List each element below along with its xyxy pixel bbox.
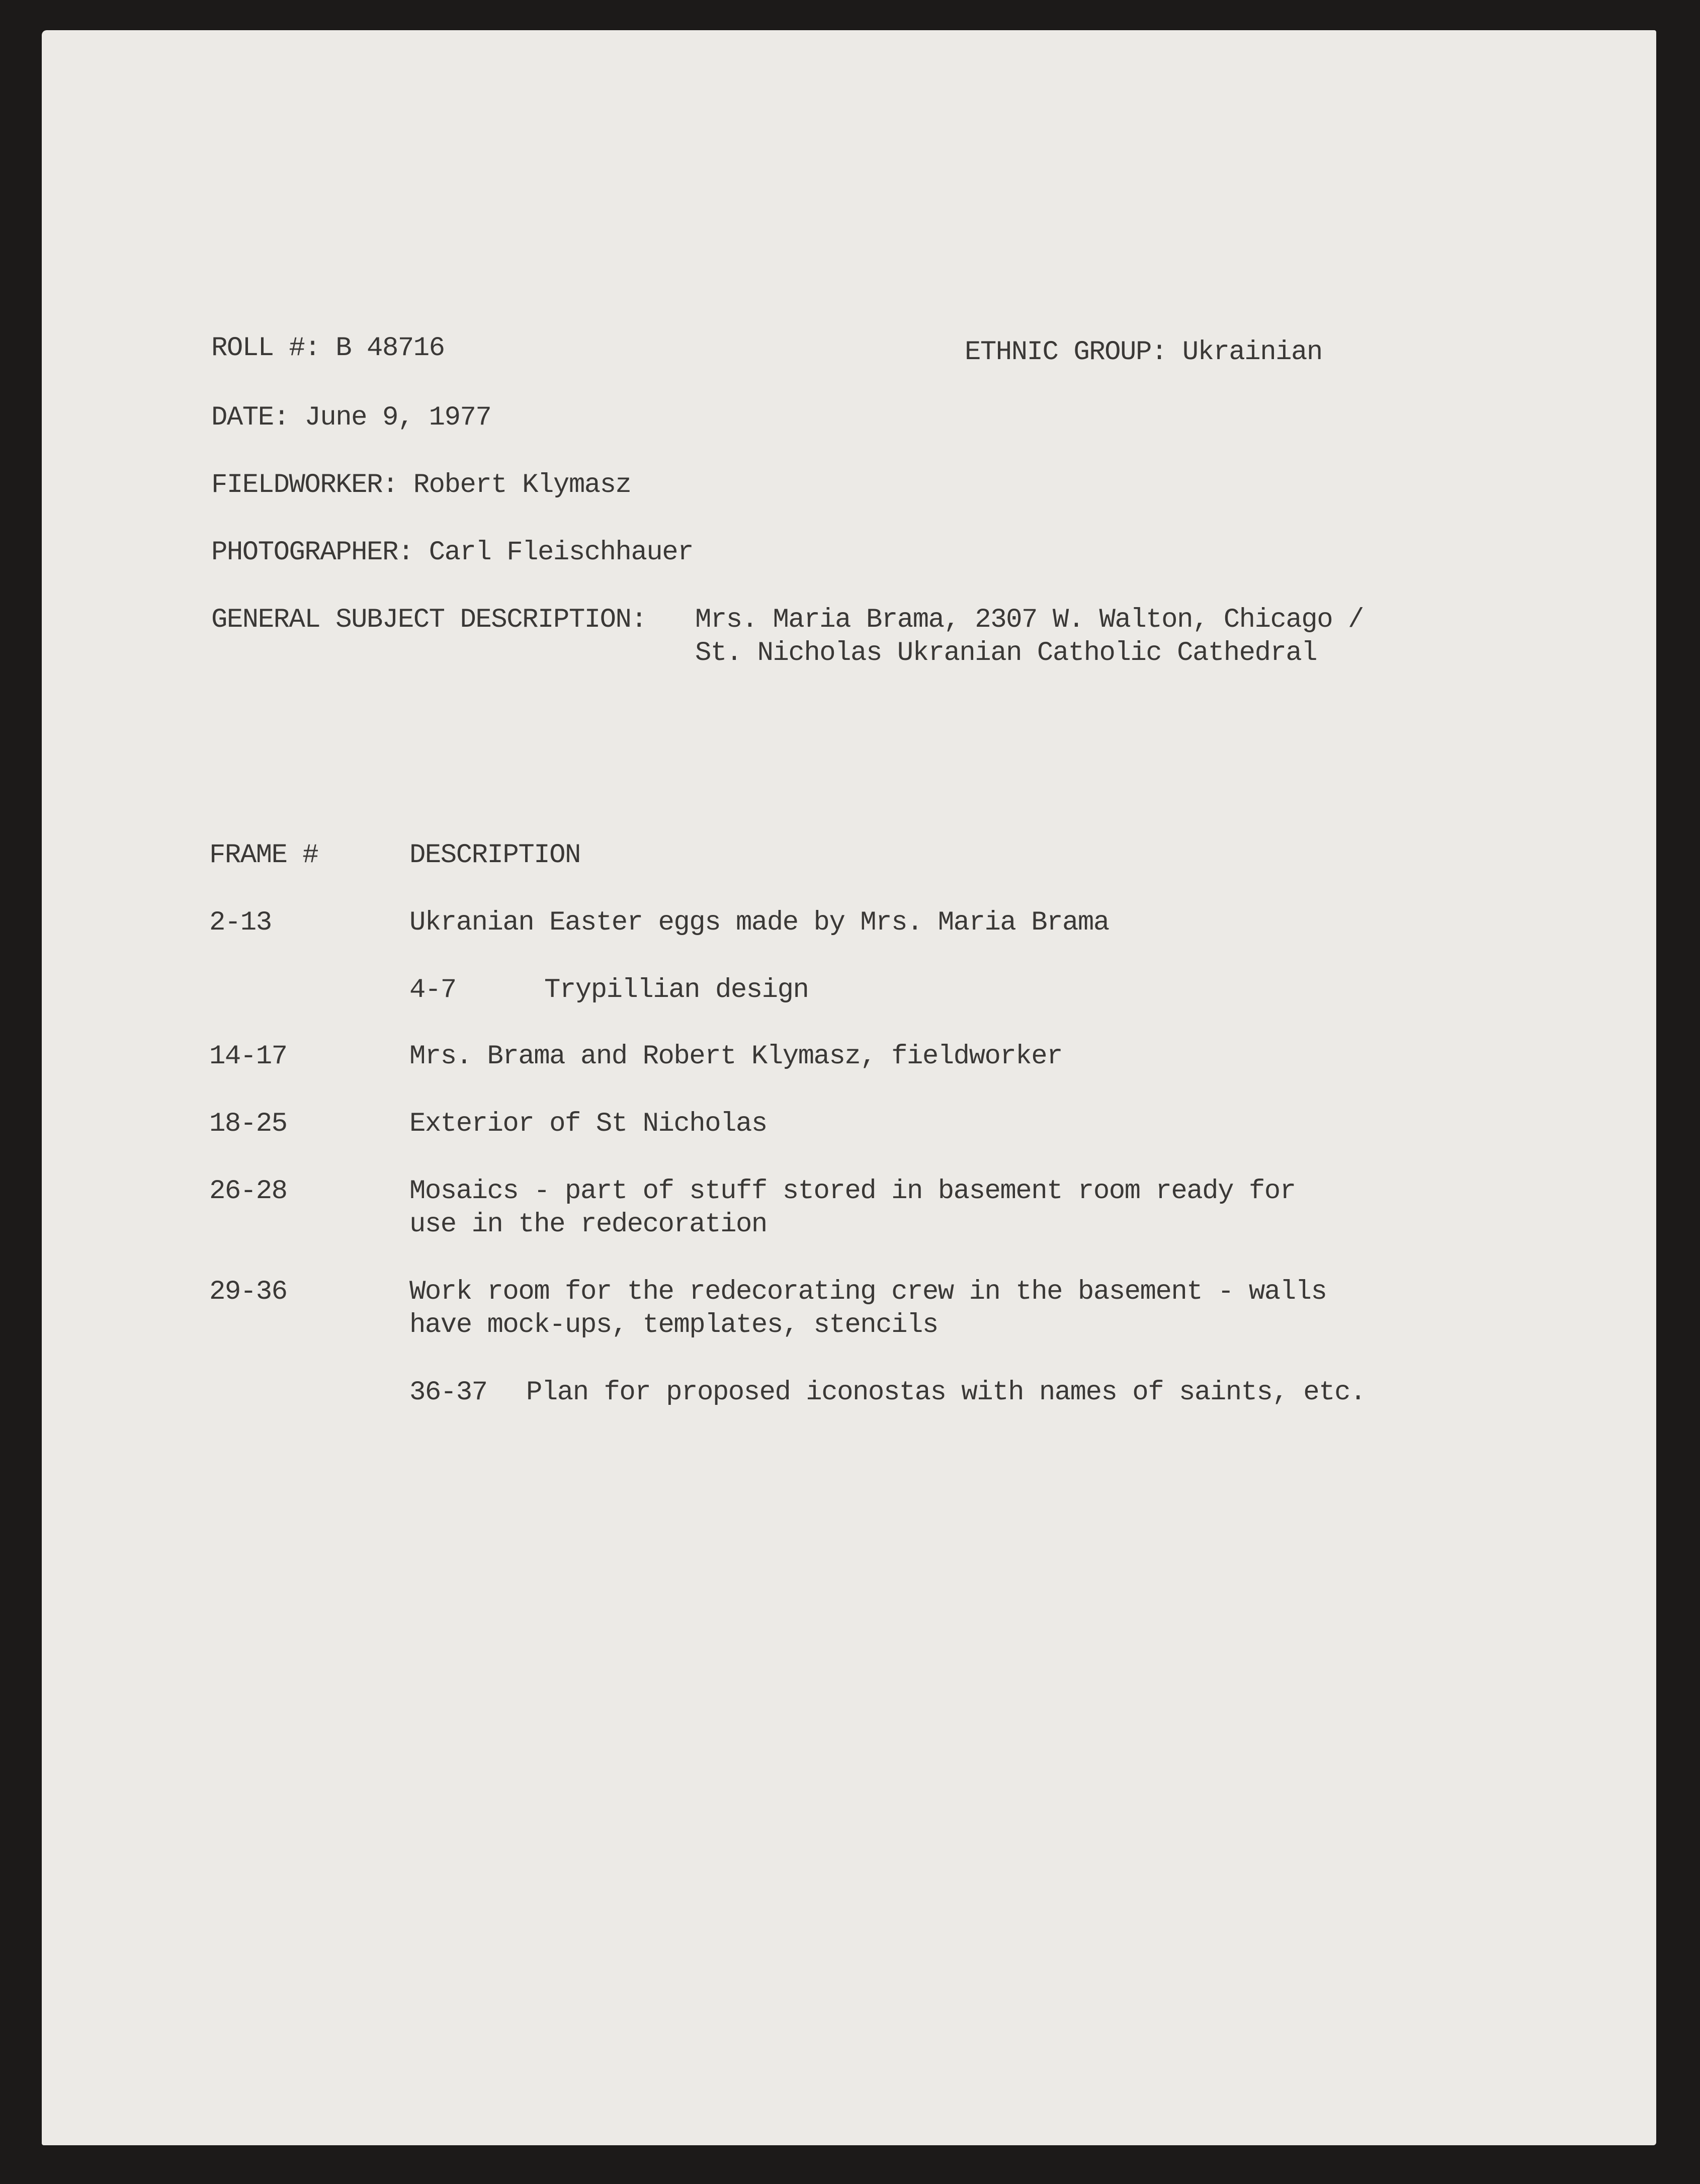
fieldworker-value: Robert Klymasz — [413, 470, 631, 500]
frame-column-header: FRAME # — [209, 840, 318, 871]
roll-value: B 48716 — [335, 333, 445, 364]
ethnic-group-value: Ukrainian — [1182, 337, 1322, 368]
roll-field — [211, 332, 445, 365]
frame-description: Plan for proposed iconostas with names of saints, etc. — [526, 1377, 1366, 1408]
general-subject-label: GENERAL SUBJECT DESCRIPTION: — [211, 605, 647, 635]
frame-description: Trypillian design — [544, 975, 809, 1005]
date-value: June 9, 1977 — [304, 402, 491, 433]
frame-number: 26-28 — [209, 1176, 287, 1207]
photographer-field — [211, 536, 693, 569]
frame-number: 18-25 — [209, 1109, 287, 1139]
date-label: DATE: — [211, 402, 289, 433]
frame-number: 29-36 — [209, 1277, 287, 1307]
date-field — [211, 401, 491, 435]
photographer-label: PHOTOGRAPHER: — [211, 537, 413, 568]
roll-label: ROLL #: — [211, 333, 320, 364]
frame-description-line2: have mock-ups, templates, stencils — [409, 1310, 938, 1340]
frame-description: Exterior of St Nicholas — [409, 1109, 767, 1139]
frame-description-line2: use in the redecoration — [409, 1209, 767, 1240]
frame-number: 14-17 — [209, 1041, 287, 1072]
subframe-number: 4-7 — [409, 975, 456, 1005]
frame-number: 2-13 — [209, 907, 272, 938]
photographer-value: Carl Fleischhauer — [429, 537, 694, 568]
subframe-number: 36-37 — [409, 1377, 487, 1408]
general-subject-line2: St. Nicholas Ukranian Catholic Cathedral — [695, 638, 1317, 668]
general-subject-line1: Mrs. Maria Brama, 2307 W. Walton, Chicago / — [695, 605, 1364, 635]
frame-description-line1: Mosaics - part of stuff stored in basement room ready for — [409, 1176, 1296, 1207]
fieldworker-field — [211, 469, 631, 502]
description-column-header: DESCRIPTION — [409, 840, 580, 871]
fieldworker-label: FIELDWORKER: — [211, 470, 398, 500]
frame-description: Mrs. Brama and Robert Klymasz, fieldworker — [409, 1041, 1063, 1072]
ethnic-group-label: ETHNIC GROUP: — [965, 337, 1167, 368]
ethnic-group-field — [965, 336, 1322, 369]
frame-description: Ukranian Easter eggs made by Mrs. Maria Brama — [409, 907, 1109, 938]
frame-description-line1: Work room for the redecorating crew in the basement - walls — [409, 1277, 1327, 1307]
